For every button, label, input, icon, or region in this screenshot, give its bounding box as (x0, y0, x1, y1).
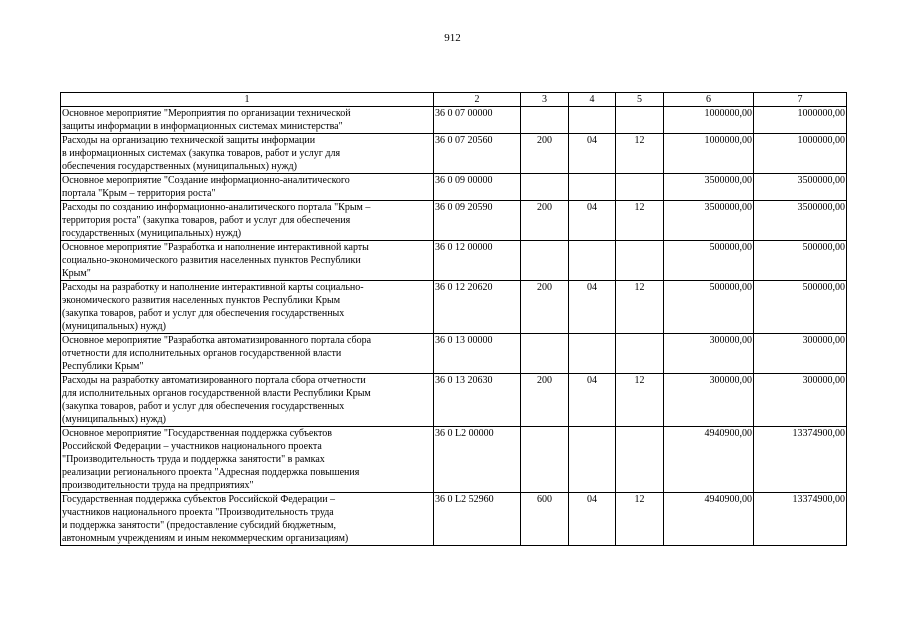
header-row (61, 93, 847, 107)
header-col-6: 6 (664, 93, 754, 107)
row-expense-type (521, 107, 569, 134)
row-section (569, 334, 616, 374)
row-description (61, 374, 434, 427)
row-subsection: 12 (616, 201, 664, 241)
row-code: 36 0 09 00000 (434, 174, 521, 201)
table-row (61, 427, 847, 493)
row-section (569, 107, 616, 134)
row-expense-type: 600 (521, 493, 569, 546)
row-amount-col6: 4940900,00 (664, 427, 754, 493)
row-amount-col7: 500000,00 (754, 241, 847, 281)
description-line: Республики Крым" (62, 361, 144, 372)
row-amount-col7: 1000000,00 (754, 134, 847, 174)
description-line: портала "Крым – территория роста" (62, 188, 216, 199)
row-subsection: 12 (616, 374, 664, 427)
table-row (61, 334, 847, 374)
row-amount-col7: 13374900,00 (754, 427, 847, 493)
row-amount-col6: 1000000,00 (664, 134, 754, 174)
row-amount-col7: 500000,00 (754, 281, 847, 334)
description-line: автономным учреждениям и иным некоммерческим организациям) (62, 533, 349, 544)
row-subsection (616, 427, 664, 493)
description-line: Основное мероприятие "Разработка автоматизированного портала сбора (62, 335, 372, 346)
description-line: Расходы на разработку и наполнение интерактивной карты социально- (62, 282, 364, 293)
row-code: 36 0 07 20560 (434, 134, 521, 174)
description-line: участников национального проекта "Производительность труда (62, 507, 334, 518)
row-description (61, 281, 434, 334)
description-line: (муниципальных) нужд) (62, 414, 166, 425)
description-line: (закупка товаров, работ и услуг для обеспечения государственных (62, 308, 345, 319)
row-description (61, 241, 434, 281)
description-line: Расходы на разработку автоматизированного портала сбора отчетности (62, 375, 366, 386)
description-line: обеспечения государственных (муниципальных) нужд) (62, 161, 297, 172)
row-section (569, 174, 616, 201)
description-line: Основное мероприятие "Разработка и наполнение интерактивной карты (62, 242, 369, 253)
row-amount-col6: 500000,00 (664, 281, 754, 334)
table-row (61, 374, 847, 427)
row-amount-col6: 4940900,00 (664, 493, 754, 546)
row-subsection: 12 (616, 281, 664, 334)
row-subsection (616, 334, 664, 374)
row-subsection (616, 241, 664, 281)
header-col-5: 5 (616, 93, 664, 107)
row-expense-type: 200 (521, 281, 569, 334)
row-amount-col6: 300000,00 (664, 374, 754, 427)
row-section: 04 (569, 134, 616, 174)
row-code: 36 0 12 20620 (434, 281, 521, 334)
description-line: Крым" (62, 268, 91, 279)
description-line: производительности труда на предприятиях" (62, 480, 254, 491)
row-expense-type (521, 174, 569, 201)
description-line: "Производительность труда и поддержка занятости" в рамках (62, 454, 325, 465)
row-subsection (616, 107, 664, 134)
header-col-2: 2 (434, 93, 521, 107)
row-description (61, 174, 434, 201)
row-section: 04 (569, 374, 616, 427)
description-line: Расходы по созданию информационно-аналитического портала "Крым – (62, 202, 371, 213)
row-description (61, 427, 434, 493)
table-row (61, 134, 847, 174)
description-line: реализации регионального проекта "Адресная поддержка повышения (62, 467, 360, 478)
row-amount-col7: 3500000,00 (754, 174, 847, 201)
description-line: Основное мероприятие "Государственная поддержка субъектов (62, 428, 333, 439)
description-line: государственных (муниципальных) нужд) (62, 228, 242, 239)
row-amount-col7: 300000,00 (754, 334, 847, 374)
row-expense-type: 200 (521, 201, 569, 241)
row-description (61, 107, 434, 134)
row-expense-type: 200 (521, 374, 569, 427)
row-amount-col7: 13374900,00 (754, 493, 847, 546)
description-line: (закупка товаров, работ и услуг для обеспечения государственных (62, 401, 345, 412)
row-expense-type (521, 427, 569, 493)
row-code: 36 0 07 00000 (434, 107, 521, 134)
row-code: 36 0 L2 00000 (434, 427, 521, 493)
row-section (569, 427, 616, 493)
row-expense-type: 200 (521, 134, 569, 174)
description-line: социально-экономического развития населенных пунктов Республики (62, 255, 361, 266)
table-row (61, 107, 847, 134)
row-description (61, 201, 434, 241)
header-col-1: 1 (61, 93, 434, 107)
row-amount-col7: 1000000,00 (754, 107, 847, 134)
row-code: 36 0 13 00000 (434, 334, 521, 374)
table-row (61, 493, 847, 546)
description-line: для исполнительных органов государственной власти Республики Крым (62, 388, 371, 399)
table-row (61, 201, 847, 241)
description-line: Расходы на организацию технической защиты информации (62, 135, 316, 146)
header-col-3: 3 (521, 93, 569, 107)
description-line: и поддержка занятости" (предоставление субсидий бюджетным, (62, 520, 336, 531)
row-section: 04 (569, 201, 616, 241)
row-amount-col6: 1000000,00 (664, 107, 754, 134)
description-line: Основное мероприятие "Создание информационно-аналитического (62, 175, 350, 186)
description-line: Российской Федерации – участников национального проекта (62, 441, 322, 452)
row-section (569, 241, 616, 281)
description-line: территория роста" (закупка товаров, работ и услуг для обеспечения (62, 215, 351, 226)
description-line: защиты информации в информационных системах министерства" (62, 121, 343, 132)
header-col-4: 4 (569, 93, 616, 107)
table-row (61, 241, 847, 281)
row-section: 04 (569, 493, 616, 546)
row-code: 36 0 13 20630 (434, 374, 521, 427)
row-amount-col6: 500000,00 (664, 241, 754, 281)
row-section: 04 (569, 281, 616, 334)
row-code: 36 0 09 20590 (434, 201, 521, 241)
table-body (61, 107, 847, 546)
row-expense-type (521, 334, 569, 374)
row-subsection: 12 (616, 493, 664, 546)
row-expense-type (521, 241, 569, 281)
table-row (61, 174, 847, 201)
row-subsection: 12 (616, 134, 664, 174)
budget-table (60, 92, 847, 546)
row-amount-col7: 300000,00 (754, 374, 847, 427)
row-description (61, 134, 434, 174)
row-amount-col6: 300000,00 (664, 334, 754, 374)
row-code: 36 0 L2 52960 (434, 493, 521, 546)
table-row (61, 281, 847, 334)
row-code: 36 0 12 00000 (434, 241, 521, 281)
row-amount-col6: 3500000,00 (664, 201, 754, 241)
row-description (61, 493, 434, 546)
row-amount-col6: 3500000,00 (664, 174, 754, 201)
row-subsection (616, 174, 664, 201)
description-line: отчетности для исполнительных органов государственной власти (62, 348, 342, 359)
page-number: 912 (444, 32, 461, 44)
row-amount-col7: 3500000,00 (754, 201, 847, 241)
header-col-7: 7 (754, 93, 847, 107)
description-line: экономического развития населенных пунктов Республики Крым (62, 295, 341, 306)
row-description (61, 334, 434, 374)
description-line: (муниципальных) нужд) (62, 321, 166, 332)
description-line: Основное мероприятие "Мероприятия по организации технической (62, 108, 351, 119)
description-line: в информационных системах (закупка товаров, работ и услуг для (62, 148, 341, 159)
description-line: Государственная поддержка субъектов Российской Федерации – (62, 494, 336, 505)
